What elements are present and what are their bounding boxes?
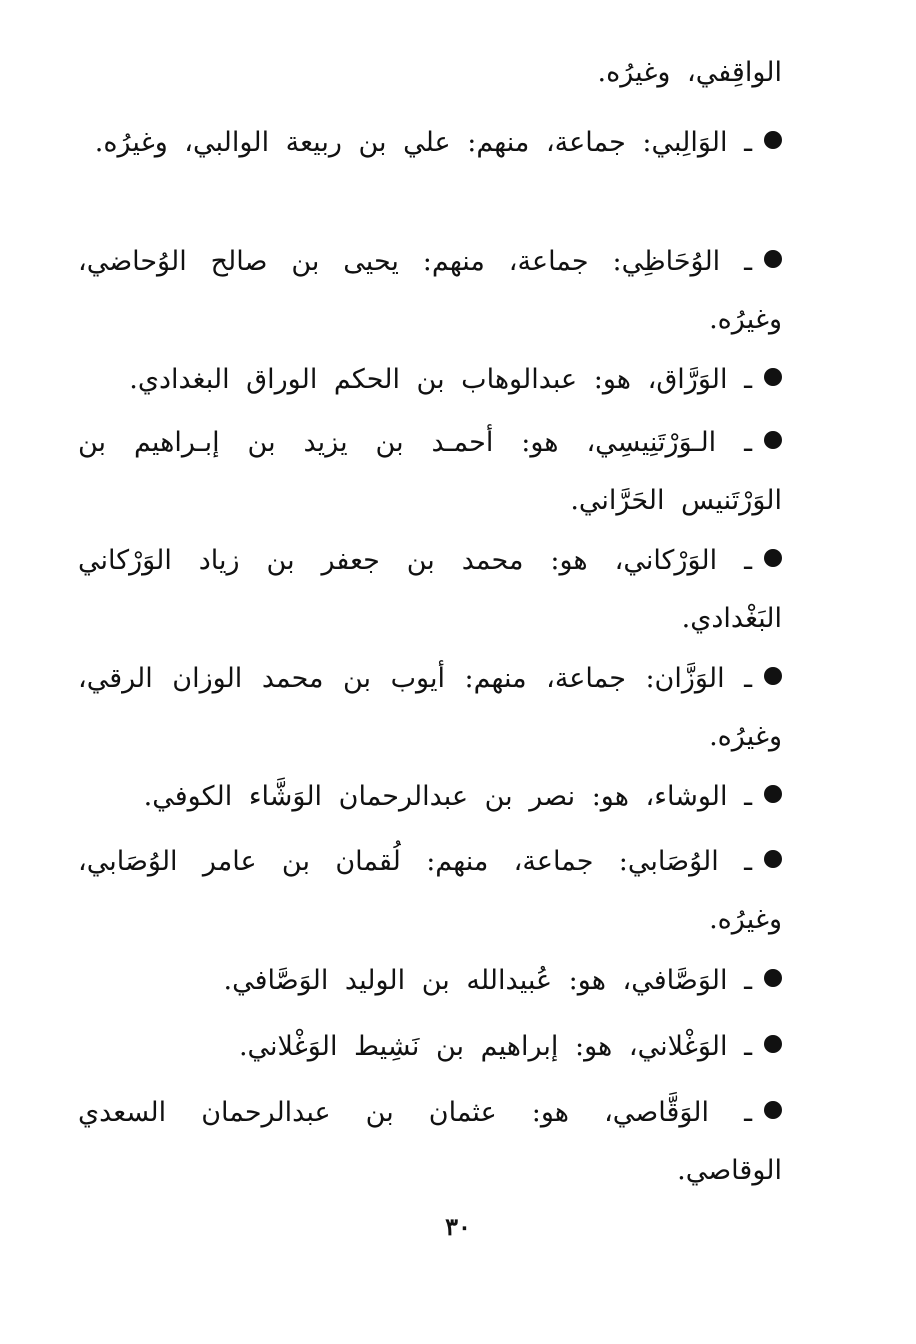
- entry-text: ـ الوَقَّاصي، هو: عثمان بن عبدالرحمان السعدي الوقاصي.: [78, 1097, 782, 1186]
- bullet-icon: [764, 250, 782, 268]
- bullet-icon: [764, 1035, 782, 1053]
- entry-8: [78, 833, 782, 949]
- entry-text: ـ الوَغْلاني، هو: إبراهيم بن نَشِيط الوَغْلاني.: [238, 1031, 752, 1062]
- entry-text: ـ الوشاء، هو: نصر بن عبدالرحمان الوَشَّاء الكوفي.: [143, 781, 752, 812]
- entry-2: [78, 233, 782, 349]
- entry-text: ـ الوَالِبي: جماعة، منهم: علي بن ربيعة الوالبي، وغيرُه.: [94, 127, 752, 158]
- entry-1: [78, 114, 782, 172]
- bullet-icon: [764, 850, 782, 868]
- entry-text: ـ الوُحَاظِي: جماعة، منهم: يحيى بن صالح الوُحاضي، وغيرُه.: [78, 246, 782, 335]
- bullet-icon: [764, 549, 782, 567]
- entry-text: ـ الـوَرْتَنِيسِي، هو: أحمـد بن يزيد بن إبـراهيم بن الوَرْتَنيس الحَرَّاني.: [78, 427, 782, 516]
- entry-text: ـ الوَرْكاني، هو: محمد بن جعفر بن زياد الوَرْكاني البَغْدادي.: [78, 545, 782, 634]
- bullet-icon: [764, 1101, 782, 1119]
- continuation-line: [78, 44, 782, 102]
- entry-text: ـ الوُصَابي: جماعة، منهم: لُقمان بن عامر الوُصَابي، وغيرُه.: [78, 846, 782, 935]
- bullet-icon: [764, 785, 782, 803]
- entry-4: [78, 414, 782, 530]
- bullet-icon: [764, 131, 782, 149]
- entry-10: [78, 1018, 782, 1076]
- page-number: ٣٠: [445, 1212, 471, 1241]
- entry-11: [78, 1084, 782, 1200]
- entry-6: [78, 650, 782, 766]
- entry-7: [78, 768, 782, 826]
- bullet-icon: [764, 368, 782, 386]
- entry-text: ـ الوَصَّافي، هو: عُبيدالله بن الوليد الوَصَّافي.: [223, 965, 752, 996]
- entry-text: ـ الوَرَّاق، هو: عبدالوهاب بن الحكم الوراق البغدادي.: [129, 364, 752, 395]
- continuation-text: الواقِفي، وغيرُه.: [597, 57, 782, 88]
- entry-3: [78, 351, 782, 409]
- bullet-icon: [764, 667, 782, 685]
- entry-5: [78, 532, 782, 648]
- bullet-icon: [764, 969, 782, 987]
- entry-text: ـ الوَزَّان: جماعة، منهم: أيوب بن محمد الوزان الرقي، وغيرُه.: [78, 663, 782, 752]
- entry-9: [78, 952, 782, 1010]
- bullet-icon: [764, 431, 782, 449]
